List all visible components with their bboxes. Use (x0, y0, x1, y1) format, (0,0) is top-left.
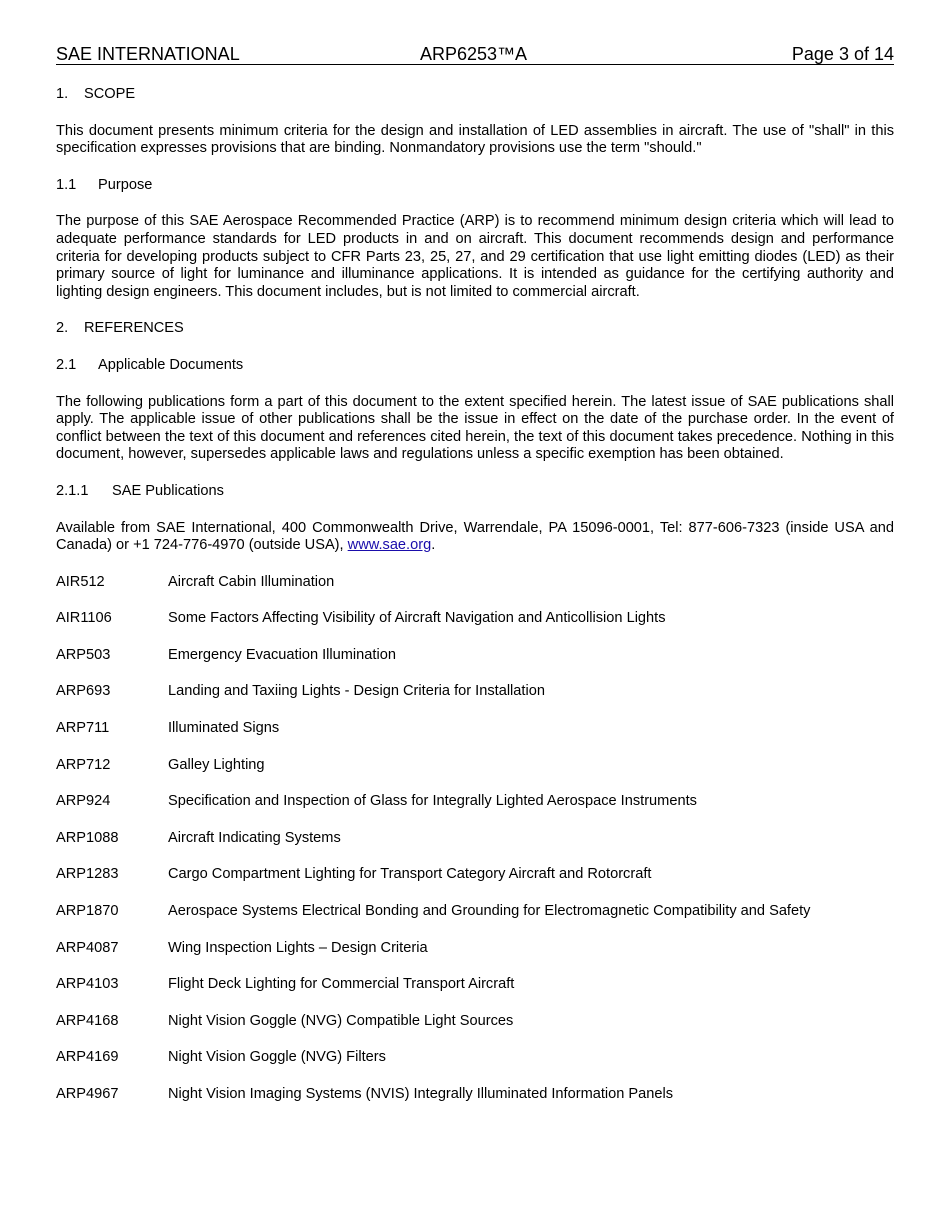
reference-code: ARP1283 (56, 866, 119, 883)
reference-title: Cargo Compartment Lighting for Transport Category Aircraft and Rotorcraft (168, 866, 652, 883)
reference-item (56, 903, 894, 921)
section-title: Applicable Documents (98, 356, 244, 373)
reference-code: ARP4087 (56, 939, 119, 956)
reference-title: Some Factors Affecting Visibility of Aircraft Navigation and Anticollision Lights (168, 610, 666, 627)
section-number: 1.1 (56, 176, 77, 193)
reference-title: Wing Inspection Lights – Design Criteria (168, 939, 428, 956)
reference-title: Emergency Evacuation Illumination (168, 646, 396, 663)
section-number: 1. (56, 86, 69, 102)
reference-title: Landing and Taxiing Lights - Design Criteria for Installation (168, 683, 545, 700)
sae-website-link[interactable]: www.sae.org (347, 537, 432, 554)
section-heading-sae-publications (56, 483, 894, 501)
reference-code: ARP503 (56, 646, 111, 663)
reference-item (56, 683, 894, 701)
page-header (56, 44, 894, 65)
reference-item (56, 866, 894, 884)
reference-list (56, 574, 894, 1104)
scope-paragraph: This document presents minimum criteria for the design and installation of LED assemblies in aircraft. The use of "shall" in this specification expresses provisions that are binding. Nonmandatory provisions use the term "should." (56, 122, 894, 157)
reference-code: ARP4169 (56, 1049, 119, 1066)
reference-title: Aerospace Systems Electrical Bonding and Grounding for Electromagnetic Compatibility and Safety (168, 903, 811, 920)
header-page-number: Page 3 of 14 (791, 44, 894, 64)
section-heading-references (56, 320, 894, 338)
section-title: REFERENCES (84, 320, 184, 337)
reference-code: ARP4967 (56, 1086, 119, 1102)
section-title: SAE Publications (112, 482, 224, 499)
section-heading-scope (56, 86, 894, 104)
reference-item (56, 647, 894, 665)
section-heading-purpose (56, 177, 894, 195)
reference-item (56, 976, 894, 994)
reference-code: ARP1088 (56, 829, 119, 846)
header-org: SAE INTERNATIONAL (56, 44, 240, 64)
reference-item (56, 940, 894, 958)
reference-item (56, 1049, 894, 1067)
reference-item (56, 1013, 894, 1031)
reference-code: ARP4168 (56, 1012, 119, 1029)
section-number: 2. (56, 320, 69, 337)
reference-item (56, 830, 894, 848)
reference-code: AIR512 (56, 573, 105, 590)
applicable-documents-paragraph: The following publications form a part of this document to the extent specified herein. The latest issue of SAE publications shall apply. The applicable issue of other publications shall be the issue in effect on the date of the purchase order. In the event of conflict between the text of this document and references cited herein, the text of this document takes precedence. Nothing in this document, however, supersedes applicable laws and regulations unless a specific exemption has been obtained. (56, 393, 894, 463)
reference-title: Illuminated Signs (168, 720, 280, 737)
reference-title: Night Vision Goggle (NVG) Filters (168, 1049, 386, 1066)
reference-code: ARP924 (56, 793, 111, 810)
reference-code: ARP4103 (56, 976, 119, 993)
section-title: SCOPE (84, 86, 136, 102)
document-page (56, 44, 894, 1104)
reference-title: Night Vision Goggle (NVG) Compatible Light Sources (168, 1012, 514, 1029)
reference-title: Specification and Inspection of Glass for Integrally Lighted Aerospace Instruments (168, 793, 697, 810)
reference-title: Aircraft Cabin Illumination (168, 573, 335, 590)
reference-item (56, 574, 894, 592)
reference-code: ARP693 (56, 683, 111, 700)
availability-text-end: . (431, 537, 436, 554)
reference-item (56, 720, 894, 738)
section-number: 2.1.1 (56, 482, 89, 499)
reference-code: ARP1870 (56, 903, 119, 920)
reference-code: ARP712 (56, 756, 111, 773)
reference-title: Night Vision Imaging Systems (NVIS) Integrally Illuminated Information Panels (168, 1086, 674, 1102)
reference-title: Galley Lighting (168, 756, 265, 773)
sae-publications-paragraph (56, 520, 894, 555)
reference-item (56, 1086, 894, 1104)
purpose-paragraph: The purpose of this SAE Aerospace Recommended Practice (ARP) is to recommend minimum design criteria which will lead to adequate performance standards for LED products in and on aircraft. This document recommends design and performance criteria for developing products subject to CFR Parts 23, 25, 27, and 29 certification that use light emitting diodes (LED) as their primary source of light for luminance and illuminance applications. It is intended as guidance for the certifying authority and lighting design engineers. This document includes, but is not limited to commercial aircraft. (56, 213, 894, 300)
section-heading-applicable-documents (56, 357, 894, 375)
reference-title: Aircraft Indicating Systems (168, 829, 341, 846)
section-number: 2.1 (56, 356, 77, 373)
reference-title: Flight Deck Lighting for Commercial Transport Aircraft (168, 976, 515, 993)
section-title: Purpose (98, 176, 153, 193)
availability-text: Available from SAE International, 400 Commonwealth Drive, Warrendale, PA 15096-0001, Tel: 877-606-7323 (inside USA and Canada) or +1 724-776-4970 (outside USA), (56, 519, 894, 554)
header-doc-id: ARP6253™A (420, 44, 528, 64)
reference-code: ARP711 (56, 720, 110, 737)
reference-item (56, 757, 894, 775)
reference-item (56, 793, 894, 811)
reference-code: AIR1106 (56, 610, 112, 627)
reference-item (56, 610, 894, 628)
